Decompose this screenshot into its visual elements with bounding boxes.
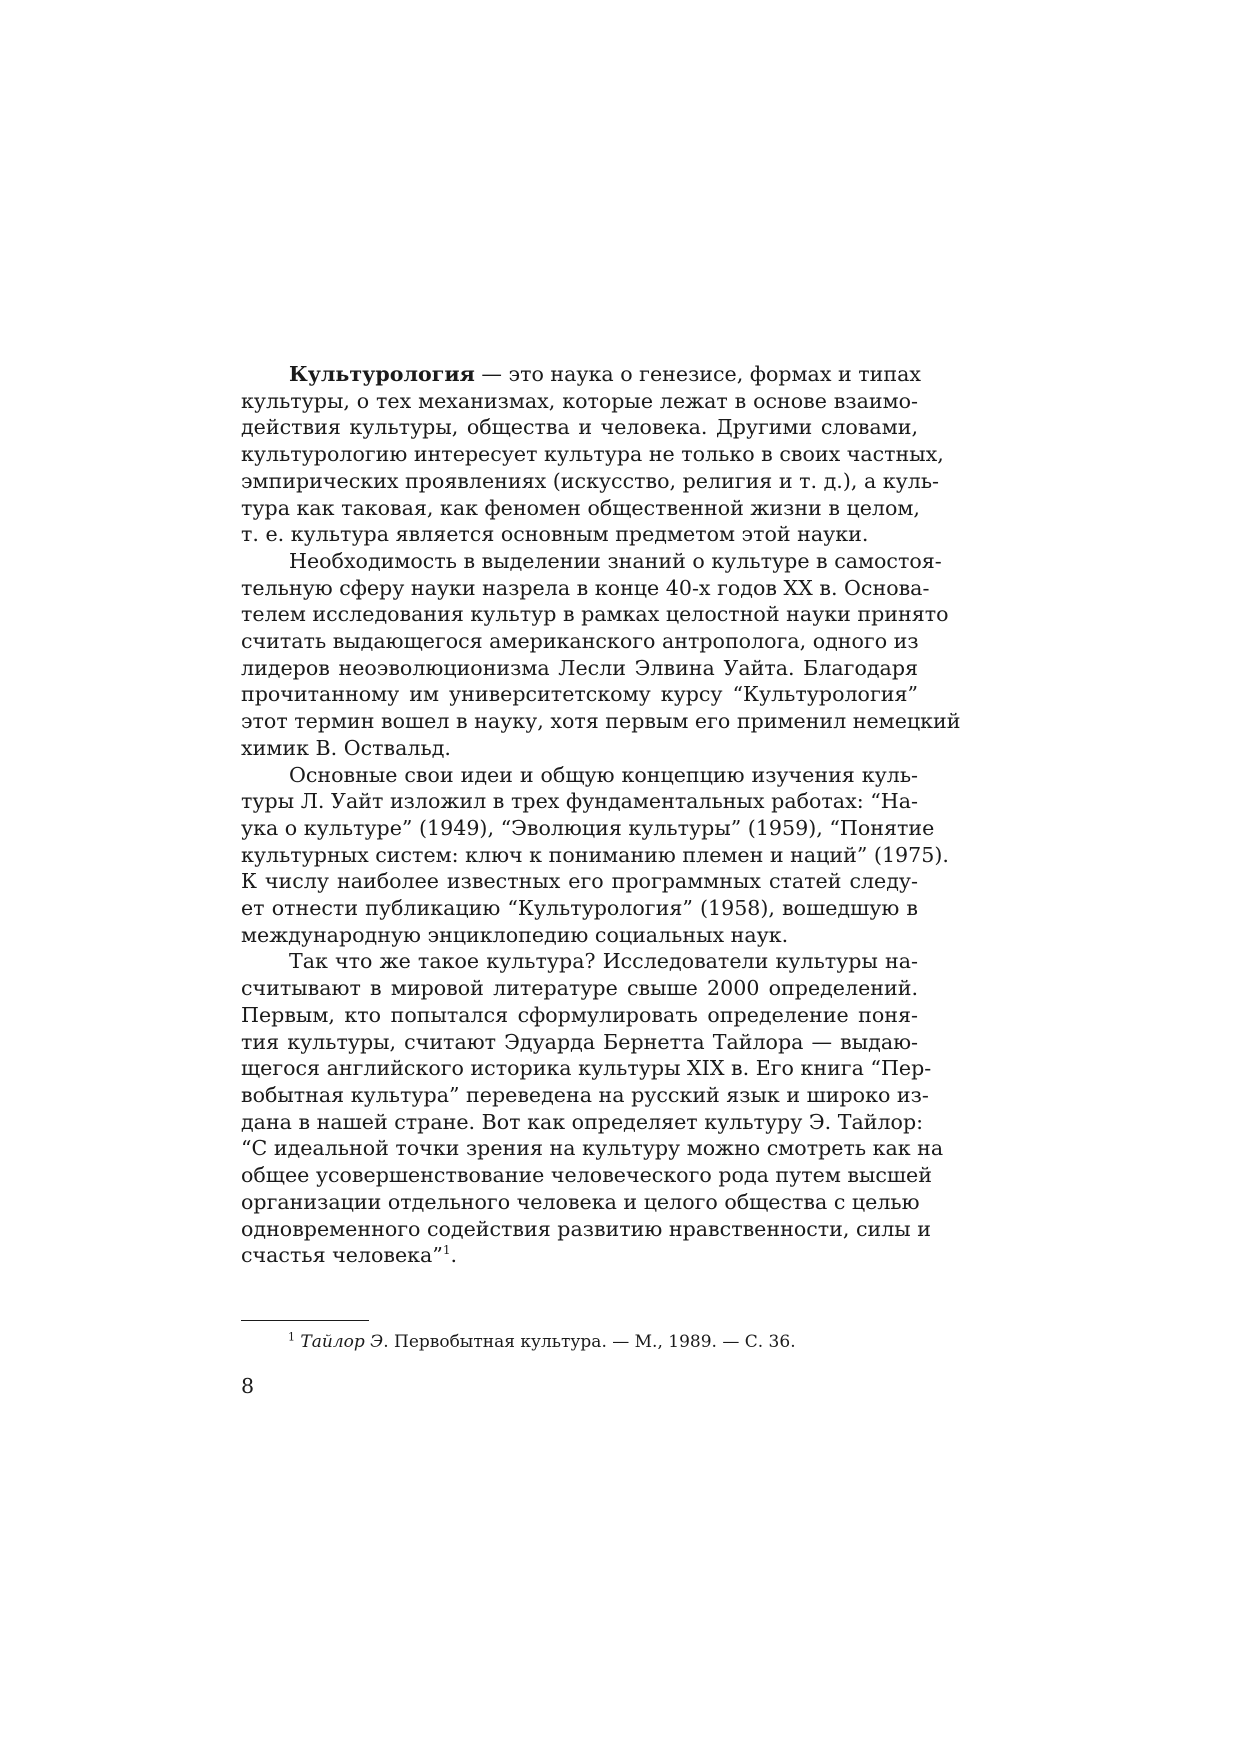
- footnote-ref[interactable]: 1: [442, 1243, 451, 1258]
- p4-line-3: Первым, кто попытался сформулировать определение поня-: [241, 1002, 918, 1027]
- p4-line-10: организации отдельного человека и целого общества с целью: [241, 1189, 920, 1214]
- p3-line-2: туры Л. Уайт изложил в трех фундаментальных работах: “На-: [241, 789, 918, 814]
- p4-last-text: счастья человека”: [241, 1243, 443, 1268]
- p1-line-2: культуры, о тех механизмах, которые лежат в основе взаимо-: [241, 388, 918, 413]
- main-text: [241, 361, 961, 1269]
- p3-line-5: К числу наиболее известных его программных статей следу-: [241, 869, 918, 894]
- p2-line-3: телем исследования культур в рамках целостной науки принято: [241, 602, 949, 627]
- term-culturology: Культурология: [289, 362, 475, 386]
- p3-line-7: международную энциклопедию социальных наук.: [241, 922, 789, 947]
- p1-line-4: культурологию интересует культура не только в своих частных,: [241, 442, 944, 467]
- footnote-author: Тайлор Э: [300, 1332, 384, 1352]
- p4-line-6: вобытная культура” переведена на русский язык и широко из-: [241, 1082, 929, 1107]
- p1-line-5: эмпирических проявлениях (искусство, религия и т. д.), а куль-: [241, 468, 940, 493]
- p2-line-2: тельную сферу науки назрела в конце 40-х годов XX в. Основа-: [241, 575, 930, 600]
- footnote-divider: [241, 1320, 369, 1321]
- p1-line-1: [241, 361, 922, 388]
- p2-line-8: химик В. Оствальд.: [241, 735, 451, 760]
- p3-line-4: культурных систем: ключ к пониманию племен и наций” (1975).: [241, 842, 949, 867]
- p4-line-12: [241, 1242, 918, 1269]
- footnote-mark: 1: [288, 1330, 295, 1344]
- footnote: [288, 1331, 796, 1353]
- p3-line-3: ука о культуре” (1949), “Эволюция культуры” (1959), “Понятие: [241, 815, 935, 840]
- p1-line-7: т. е. культура является основным предметом этой науки.: [241, 522, 869, 547]
- p2-line-6: прочитанному им университетскому курсу “Культурология”: [241, 682, 918, 707]
- p4-line-9: общее усовершенствование человеческого рода путем высшей: [241, 1163, 932, 1188]
- p4-line-8: “С идеальной точки зрения на культуру можно смотреть как на: [241, 1136, 944, 1161]
- footnote-text: . Первобытная культура. — М., 1989. — С. 36.: [383, 1332, 796, 1352]
- p4-last-tail: .: [450, 1243, 458, 1268]
- p3-line-1: Основные свои идеи и общую концепцию изучения куль-: [289, 762, 918, 787]
- p4-line-11: одновременного содействия развитию нравственности, силы и: [241, 1216, 931, 1241]
- p2-line-5: лидеров неоэволюционизма Лесли Элвина Уайта. Благодаря: [241, 655, 918, 680]
- p3-line-6: ет отнести публикацию “Культурология” (1958), вошедшую в: [241, 896, 918, 921]
- p2-line-4: считать выдающегося американского антрополога, одного из: [241, 629, 919, 654]
- p1-line-6: тура как таковая, как феномен общественной жизни в целом,: [241, 495, 920, 520]
- p2-line-7: этот термин вошел в науку, хотя первым его применил немецкий: [241, 709, 961, 734]
- p4-line-4: тия культуры, считают Эдуарда Бернетта Тайлора — выдаю-: [241, 1029, 918, 1054]
- page-number: 8: [241, 1374, 255, 1398]
- p4-line-2: считывают в мировой литературе свыше 2000 определений.: [241, 976, 918, 1001]
- p2-line-1: Необходимость в выделении знаний о культуре в самостоя-: [289, 548, 942, 573]
- p4-line-1: Так что же такое культура? Исследователи культуры на-: [289, 949, 918, 974]
- p1-line-1-rest: — это наука о генезисе, формах и типах: [474, 362, 922, 386]
- p1-line-3: действия культуры, общества и человека. Другими словами,: [241, 415, 918, 440]
- p4-line-7: дана в нашей стране. Вот как определяет культуру Э. Тайлор:: [241, 1109, 924, 1134]
- p4-line-5: щегося английского историка культуры XIX в. Его книга “Пер-: [241, 1056, 932, 1081]
